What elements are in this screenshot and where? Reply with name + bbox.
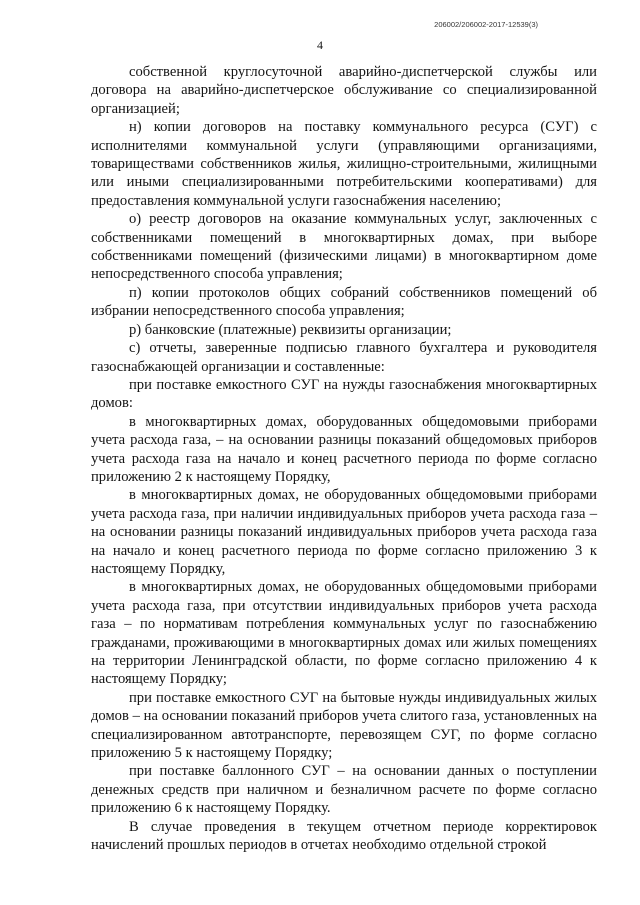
page-number: 4 [317, 38, 323, 52]
document-id: 206002/206002-2017-12539(3) [434, 20, 538, 29]
paragraph-item-r: р) банковские (платежные) реквизиты организации; [129, 321, 452, 338]
paragraph-continuation: собственной круглосуточной аварийно-диспетчерской службы или договора на аварийно-диспетчерское обслуживание со специализированной организацией; [91, 64, 597, 117]
document-body [91, 63, 597, 854]
paragraph-item-n: н) копии договоров на поставку коммунального ресурса (СУГ) с исполнителями коммунальной услуги (управляющими организациями, товариществами собственников жилья, жилищно-строительными, жилищными или иными специализированными потребительскими кооперативами) для предоставления коммунальной услуги газоснабжения населению; [91, 119, 597, 209]
paragraph-cylinder-supply: при поставке баллонного СУГ – на основании данных о поступлении денежных средств при наличном и безналичном расчете по форме согласно приложению 6 к настоящему Порядку. [91, 763, 597, 817]
paragraph-no-meters: в многоквартирных домах, не оборудованных общедомовыми приборами учета расхода газа, при отсутствии индивидуальных приборов учета расхода газа – по нормативам потребления коммунальных услуг по газоснабжению гражданами, проживающими в многоквартирных домах или жилых помещениях на территории Ленинградской области, по форме согласно приложению 4 к настоящему Порядку; [91, 579, 597, 688]
paragraph-corrections: В случае проведения в текущем отчетном периоде корректировок начислений прошлых периодов в отчетах необходимо отдельной строкой [91, 818, 597, 854]
paragraph-individual-meters: в многоквартирных домах, не оборудованных общедомовыми приборами учета расхода газа, при наличии индивидуальных приборов учета расхода газа – на основании разницы показаний индивидуальных приборов учета расхода газа на начало и конец расчетного периода по форме согласно приложению 3 к настоящему Порядку, [91, 487, 597, 577]
paragraph-common-meters: в многоквартирных домах, оборудованных общедомовыми приборами учета расхода газа, – на основании разницы показаний общедомовых приборов учета расхода газа на начало и конец расчетного периода по форме согласно приложению 2 к настоящему Порядку, [91, 413, 597, 485]
paragraph-item-p: п) копии протоколов общих собраний собственников помещений об избрании непосредственного способа управления; [91, 284, 597, 320]
paragraph-item-s: с) отчеты, заверенные подписью главного бухгалтера и руководителя газоснабжающей организации и составленные: [91, 340, 597, 375]
paragraph-capacitive-supply: при поставке емкостного СУГ на нужды газоснабжения многоквартирных домов: [91, 376, 597, 412]
paragraph-item-o: о) реестр договоров на оказание коммунальных услуг, заключенных с собственниками помещений в многоквартирных домах, при выборе собственниками помещений (физическими лицами) в многоквартирном доме непосредственного способа управления; [91, 211, 597, 283]
paragraph-individual-houses: при поставке емкостного СУГ на бытовые нужды индивидуальных жилых домов – на основании показаний приборов учета слитого газа, установленных на специализированном автотранспорте, перевозящем СУГ, по форме согласно приложению 5 к настоящему Порядку; [91, 689, 597, 762]
